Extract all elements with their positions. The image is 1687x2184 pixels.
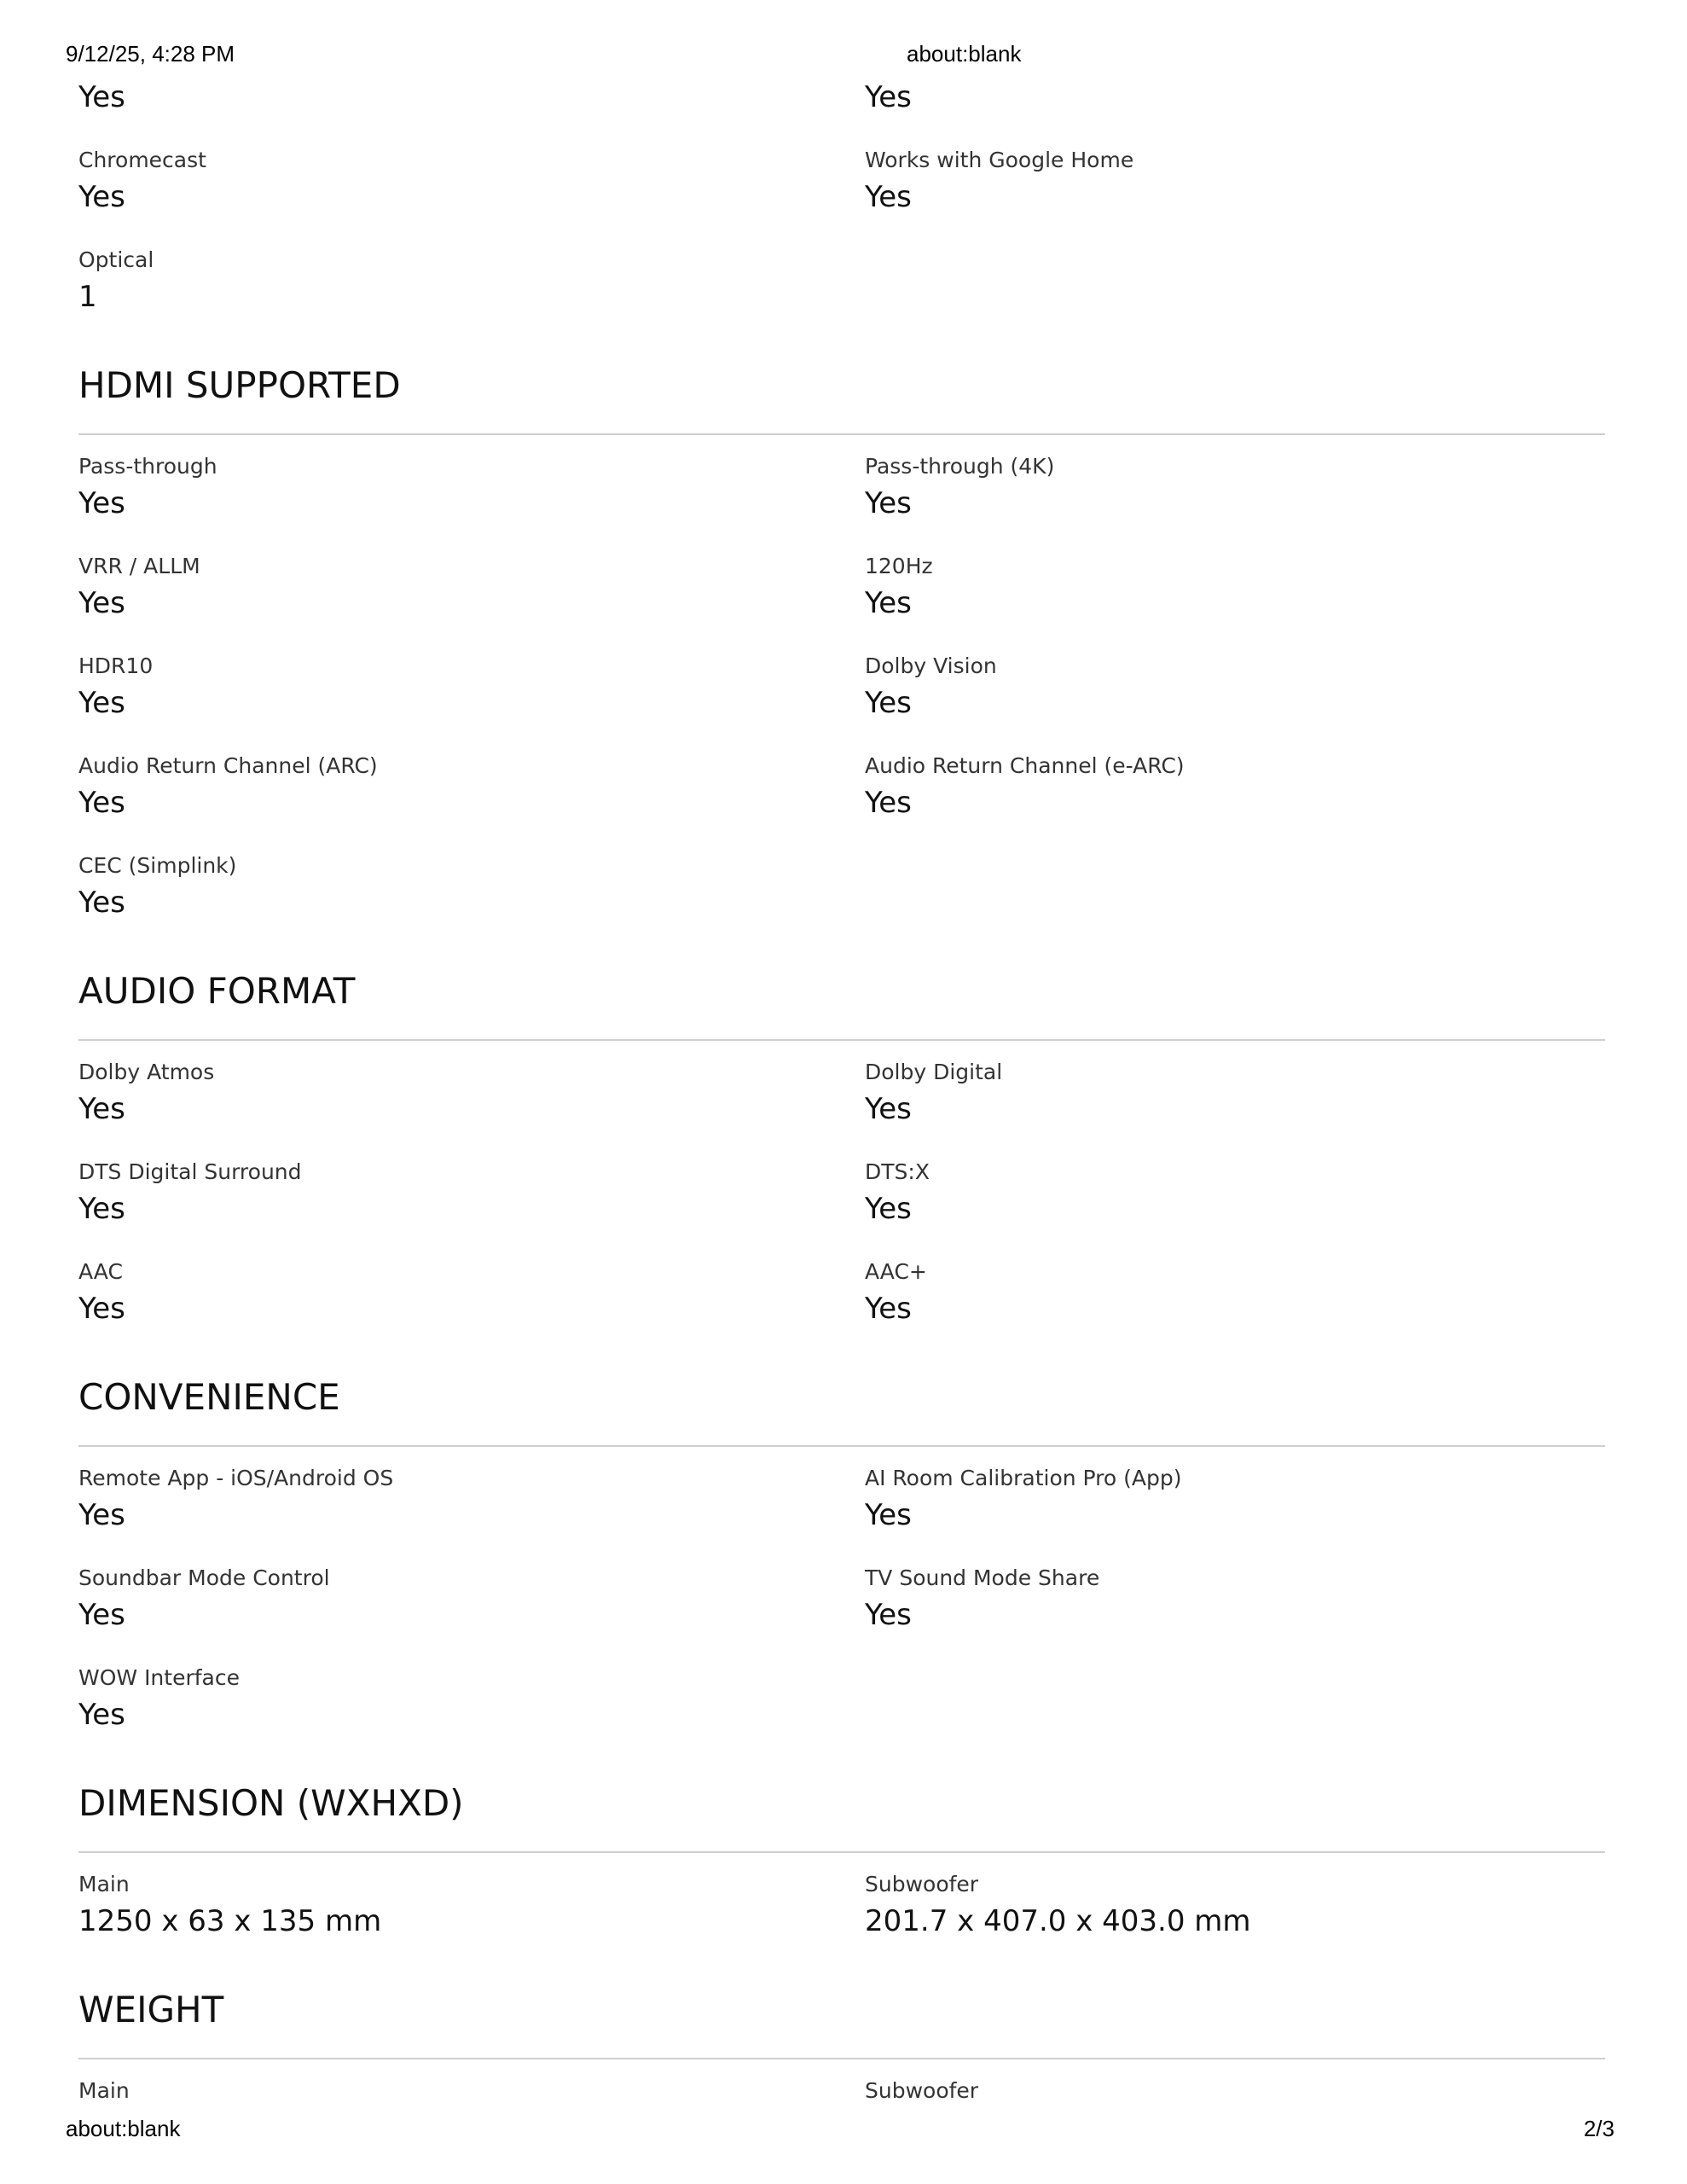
spec-item: [865, 1258, 1605, 1331]
spec-label: WOW Interface: [78, 1665, 240, 1690]
spec-value: Yes: [78, 1292, 125, 1326]
spec-item: [78, 2077, 865, 2106]
continued-spec-block: [78, 75, 1605, 346]
spec-row: [78, 1464, 1605, 1564]
spec-label: Subwoofer: [865, 2078, 979, 2103]
spec-value: Yes: [78, 1192, 125, 1226]
spec-item: [78, 452, 865, 526]
print-header: [0, 41, 1687, 75]
spec-item: [78, 146, 865, 219]
section-body: [78, 1447, 1605, 1763]
section-dimension: [78, 1779, 1605, 1970]
section-title: DIMENSION (WXHXD): [78, 1779, 1605, 1853]
spec-row: [78, 652, 1605, 752]
spec-item: [865, 1870, 1605, 1943]
spec-item: [865, 1464, 1605, 1537]
section-convenience: [78, 1373, 1605, 1763]
spec-label: Audio Return Channel (ARC): [78, 753, 378, 778]
spec-value: Yes: [865, 586, 912, 620]
spec-label: Remote App - iOS/Android OS: [78, 1466, 394, 1490]
spec-value: Yes: [78, 1092, 125, 1126]
spec-label: AAC+: [865, 1259, 927, 1284]
spec-label: HDR10: [78, 653, 154, 678]
spec-item: [78, 75, 865, 119]
spec-item: [78, 1564, 865, 1637]
spec-label: 120Hz: [865, 554, 933, 578]
section-title: CONVENIENCE: [78, 1373, 1605, 1447]
section-title: AUDIO FORMAT: [78, 967, 1605, 1041]
spec-value: Yes: [865, 486, 912, 520]
spec-value: Yes: [78, 486, 125, 520]
spec-item: [865, 146, 1605, 219]
spec-row: [78, 1564, 1605, 1664]
spec-item: [78, 552, 865, 625]
spec-value: Yes: [78, 1498, 125, 1532]
spec-row: [78, 75, 1605, 146]
spec-row: [78, 552, 1605, 652]
spec-row: [78, 1258, 1605, 1357]
spec-item: [865, 652, 1605, 725]
spec-item: [78, 1158, 865, 1231]
spec-item: [78, 752, 865, 825]
print-footer: [0, 2116, 1687, 2150]
spec-label: Dolby Atmos: [78, 1060, 215, 1084]
spec-label: Dolby Vision: [865, 653, 997, 678]
spec-item: [78, 1870, 865, 1943]
spec-value: Yes: [78, 586, 125, 620]
spec-row: [78, 1058, 1605, 1158]
spec-row: [78, 246, 1605, 346]
spec-label: DTS Digital Surround: [78, 1159, 302, 1184]
spec-value: 201.7 x 407.0 x 403.0 mm: [865, 1904, 1251, 1938]
spec-label: Pass-through: [78, 454, 217, 479]
spec-item: [865, 75, 1605, 119]
spec-row: [78, 851, 1605, 951]
spec-value: Yes: [865, 80, 912, 114]
print-footer-url: about:blank: [66, 2116, 181, 2141]
spec-item: [865, 1158, 1605, 1231]
spec-label: AAC: [78, 1259, 123, 1284]
section-body: [78, 435, 1605, 951]
spec-item: [78, 851, 865, 925]
section-weight: [78, 1985, 1605, 2132]
spec-item: [78, 1664, 865, 1737]
spec-item: [865, 452, 1605, 526]
print-datetime: 9/12/25, 4:28 PM: [66, 41, 235, 67]
spec-value: Yes: [865, 1598, 912, 1632]
spec-label: CEC (Simplink): [78, 853, 237, 878]
spec-value: Yes: [78, 1698, 125, 1732]
section-title: WEIGHT: [78, 1985, 1605, 2059]
spec-label: Dolby Digital: [865, 1060, 1003, 1084]
spec-item: [78, 246, 865, 319]
section-audio-format: [78, 967, 1605, 1357]
spec-label: Subwoofer: [865, 1872, 979, 1896]
spec-row: [78, 1158, 1605, 1258]
spec-value: Yes: [865, 686, 912, 720]
spec-value: 1250 x 63 x 135 mm: [78, 1904, 382, 1938]
spec-label: Optical: [78, 247, 154, 272]
spec-value: 1: [78, 280, 97, 314]
spec-row: [78, 1664, 1605, 1763]
spec-value: Yes: [865, 1292, 912, 1326]
spec-value: Yes: [78, 80, 125, 114]
spec-value: Yes: [78, 786, 125, 820]
spec-row: [78, 452, 1605, 552]
spec-row: [78, 1870, 1605, 1970]
spec-item: [78, 1464, 865, 1537]
spec-row: [78, 146, 1605, 246]
spec-label: Works with Google Home: [865, 148, 1134, 172]
section-hdmi-supported: [78, 361, 1605, 951]
spec-item: [865, 552, 1605, 625]
spec-content: [78, 75, 1605, 2132]
spec-value: Yes: [865, 786, 912, 820]
spec-value: Yes: [78, 886, 125, 920]
print-page-number: 2/3: [1583, 2116, 1615, 2141]
spec-label: VRR / ALLM: [78, 554, 200, 578]
section-title: HDMI SUPPORTED: [78, 361, 1605, 435]
spec-label: AI Room Calibration Pro (App): [865, 1466, 1182, 1490]
spec-value: Yes: [78, 1598, 125, 1632]
spec-item: [78, 1258, 865, 1331]
spec-label: Audio Return Channel (e-ARC): [865, 753, 1185, 778]
spec-item: [865, 1564, 1605, 1637]
section-body: [78, 1853, 1605, 1970]
spec-value: Yes: [865, 1498, 912, 1532]
spec-label: Main: [78, 2078, 130, 2103]
spec-value: Yes: [865, 1192, 912, 1226]
spec-item: [78, 652, 865, 725]
section-body: [78, 1041, 1605, 1357]
spec-value: Yes: [78, 180, 125, 214]
spec-row: [78, 752, 1605, 851]
spec-label: DTS:X: [865, 1159, 930, 1184]
spec-label: TV Sound Mode Share: [865, 1565, 1100, 1590]
spec-label: Chromecast: [78, 148, 206, 172]
spec-value: Yes: [865, 1092, 912, 1126]
spec-label: Main: [78, 1872, 130, 1896]
spec-item: [865, 2077, 1605, 2106]
spec-item: [78, 1058, 865, 1131]
spec-item: [865, 752, 1605, 825]
spec-label: Pass-through (4K): [865, 454, 1055, 479]
spec-label: Soundbar Mode Control: [78, 1565, 330, 1590]
print-page-title: about:blank: [907, 41, 1022, 67]
spec-item: [865, 1058, 1605, 1131]
spec-value: Yes: [78, 686, 125, 720]
spec-value: Yes: [865, 180, 912, 214]
